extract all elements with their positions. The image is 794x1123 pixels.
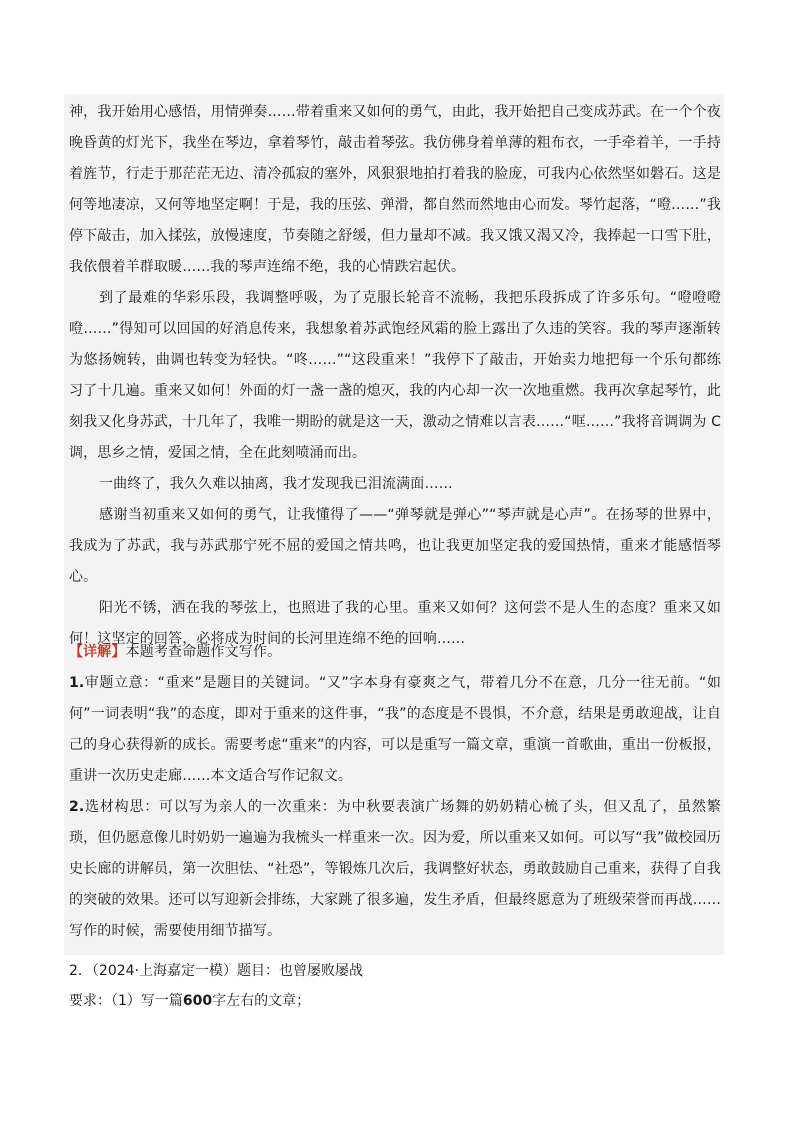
essay-paragraph: 阳光不锈，洒在我的琴弦上，也照进了我的心里。重来又如何？这何尝不是人生的态度？重来又如何！这坚定的回答，必将成为时间的长河里连绵不绝的回响…… (69, 600, 721, 647)
analysis-item (69, 668, 721, 792)
question-requirement (69, 986, 721, 1016)
requirement-suffix: 字左右的文章； (212, 993, 311, 1009)
item-number: 2. (69, 799, 85, 815)
essay-paragraph: 神，我开始用心感悟，用情弹奏……带着重来又如何的勇气，由此，我开始把自己变成苏武。在一个个夜晚昏黄的灯光下，我坐在琴边，拿着琴竹，敲击着琴弦。我仿佛身着单薄的粗布衣，一手牵着羊，一手持着旌节，行走于那茫茫无边、清冷孤寂的塞外，风狠狠地拍打着我的脸庞，可我内心依然坚如磐石。这是何等地凄凉，又何等地坚定啊！于是，我的压弦、弹滑，都自然而然地由心而发。琴竹起落，“噔……”我停下敲击，加入揉弦，放慢速度，节奏随之舒缓，但力量却不减。我又饿又渴又冷，我捧起一口雪下肚，我依偎着羊群取暖……我的琴声连绵不绝，我的心情跌宕起伏。 (69, 104, 721, 275)
item-text: 选材构思：可以写为亲人的一次重来：为中秋要表演广场舞的奶奶精心梳了头，但又乱了，虽然繁琐，但仍愿意像儿时奶奶一遍遍为我梳头一样重来一次。因为爱，所以重来又如何。可以写“我”做校园历史长廊的讲解员，第一次胆怯、“社恐”，等锻炼几次后，我调整好状态，勇敢鼓励自己重来，获得了自我的突破的效果。还可以写迎新会排练，大家跳了很多遍，发生矛盾，但最终愿意为了班级荣誉而再战……写作的时候，需要使用细节描写。 (69, 799, 721, 939)
essay-paragraph: 感谢当初重来又如何的勇气，让我懂得了——“弹琴就是弹心”“琴声就是心声”。在扬琴的世界中，我成为了苏武，我与苏武那宁死不屈的爱国之情共鸣，也让我更加坚定我的爱国热情，重来才能感悟琴心。 (69, 507, 721, 585)
analysis-section (69, 637, 721, 947)
analysis-intro-text: 本题考查命题作文写作。 (125, 644, 282, 660)
essay-paragraph: 到了最难的华彩乐段，我调整呼吸，为了克服长轮音不流畅，我把乐段拆成了许多乐句。“噔噔噔噔……”得知可以回国的好消息传来，我想象着苏武饱经风霜的脸上露出了久违的笑容。我的琴声逐渐转为悠扬婉转，曲调也转变为轻快。“咚……”“这段重来！”我停下了敲击，开始卖力地把每一个乐句都练习了十几遍。重来又如何！外面的灯一盏一盏的熄灭，我的内心却一次一次地重燃。我再次拿起琴竹，此刻我又化身苏武，十几年了，我唯一期盼的就是这一天，激动之情难以言表……“哐……”我将音调调为 C 调，思乡之情，爱国之情，全在此刻喷涌而出。 (69, 290, 721, 461)
item-text: 审题立意：“重来”是题目的关键词。“又”字本身有豪爽之气，带着几分不在意，几分一往无前。“如何”一词表明“我”的态度，即对于重来的这件事，“我”的态度是不畏惧，不介意，结果是勇敢迎战，让自己的身心获得新的成长。需要考虑“重来”的内容，可以是重写一篇文章，重演一首歌曲，重出一份板报，重讲一次历史走廊……本文适合写作记叙文。 (69, 675, 721, 784)
requirement-prefix: 要求：（1）写一篇 (69, 993, 183, 1009)
analysis-intro (69, 637, 721, 668)
next-question (69, 956, 721, 1016)
analysis-item (69, 792, 721, 947)
item-number: 1. (69, 675, 85, 691)
detail-tag: 【详解】 (69, 644, 126, 660)
word-count: 600 (182, 993, 213, 1009)
model-essay (69, 97, 721, 655)
question-title: 2．（2024·上海嘉定一模）题目：也曾屡败屡战 (69, 963, 363, 979)
essay-paragraph: 一曲终了，我久久难以抽离，我才发现我已泪流满面…… (99, 476, 453, 492)
